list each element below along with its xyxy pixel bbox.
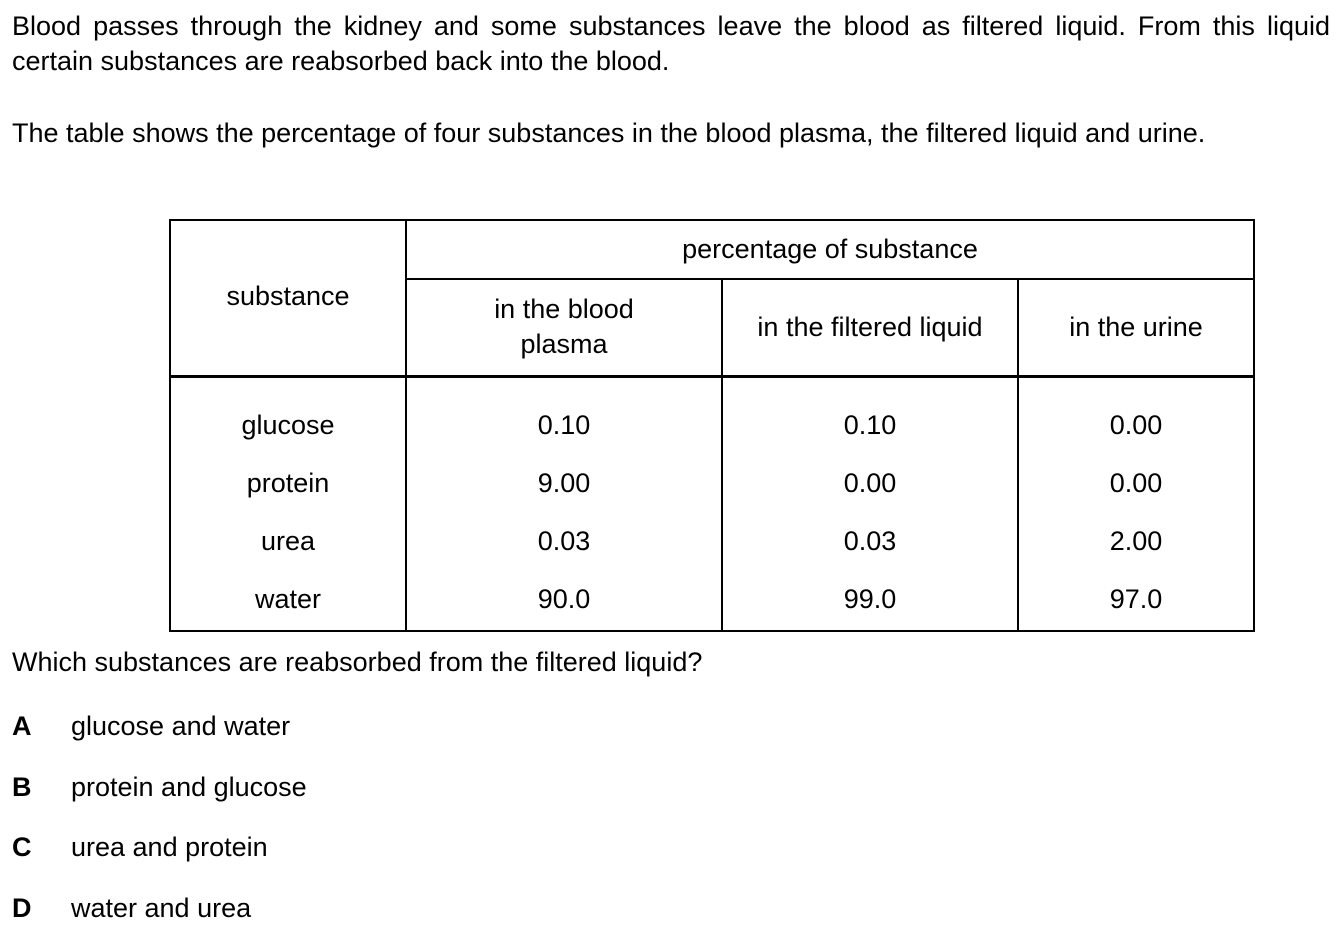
- intro-paragraph-2: The table shows the percentage of four substances in the blood plasma, the filtered liquid and urine.: [12, 116, 1330, 151]
- option-text: glucose and water: [71, 709, 290, 770]
- option-letter: D: [12, 891, 71, 951]
- table-cell: 0.00: [1018, 377, 1254, 455]
- table-cell: 0.10: [722, 377, 1018, 455]
- table-cell: 0.03: [406, 512, 722, 570]
- option-text: protein and glucose: [71, 770, 307, 831]
- substance-name: urea: [170, 512, 406, 570]
- substance-name: glucose: [170, 377, 406, 455]
- column-header-filtered-liquid: in the filtered liquid: [722, 279, 1018, 377]
- question-text: Which substances are reabsorbed from the filtered liquid?: [12, 645, 702, 680]
- answer-option-a[interactable]: [12, 709, 307, 770]
- answer-option-b[interactable]: [12, 770, 307, 831]
- table-cell: 0.00: [1018, 454, 1254, 512]
- table-row: [170, 512, 1254, 570]
- table-cell: 0.00: [722, 454, 1018, 512]
- table-cell: 90.0: [406, 570, 722, 631]
- option-letter: C: [12, 830, 71, 891]
- column-header-urine: in the urine: [1018, 279, 1254, 377]
- substance-table: [169, 219, 1255, 632]
- option-text: urea and protein: [71, 830, 268, 891]
- table-row: [170, 570, 1254, 631]
- option-letter: A: [12, 709, 71, 770]
- table-cell: 0.10: [406, 377, 722, 455]
- table-cell: 0.03: [722, 512, 1018, 570]
- table-row: [170, 377, 1254, 455]
- option-text: water and urea: [71, 891, 251, 951]
- table-cell: 9.00: [406, 454, 722, 512]
- substance-name: water: [170, 570, 406, 631]
- intro-paragraph-1: Blood passes through the kidney and some substances leave the blood as filtered liquid. From this liquid certain substances are reabsorbed back into the blood.: [12, 9, 1330, 79]
- table-cell: 99.0: [722, 570, 1018, 631]
- percentage-group-header: percentage of substance: [406, 220, 1254, 279]
- substance-name: protein: [170, 454, 406, 512]
- table-cell: 97.0: [1018, 570, 1254, 631]
- answer-option-c[interactable]: [12, 830, 307, 891]
- option-letter: B: [12, 770, 71, 831]
- column-header-blood-plasma: in the blood plasma: [406, 279, 722, 377]
- table-row: [170, 454, 1254, 512]
- answer-options: [12, 709, 307, 951]
- answer-option-d[interactable]: [12, 891, 307, 951]
- table-cell: 2.00: [1018, 512, 1254, 570]
- substance-column-header: substance: [170, 220, 406, 377]
